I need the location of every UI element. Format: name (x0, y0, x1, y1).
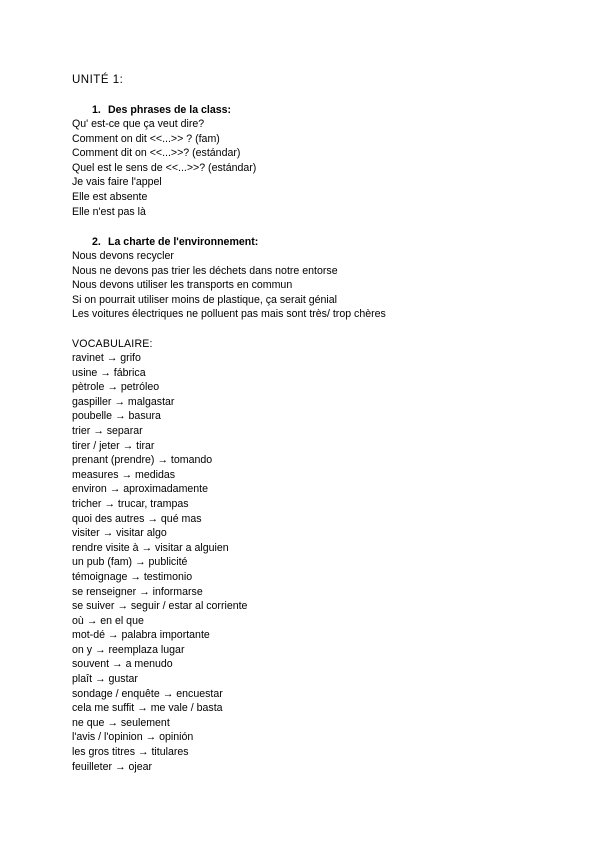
vocab-entry: poubelle → basura (72, 410, 161, 423)
section2-heading (92, 235, 258, 249)
list-item: Si on pourrait utiliser moins de plastique, ça serait génial (72, 293, 337, 306)
vocab-entry: se renseigner → informarse (72, 585, 203, 598)
vocabulary-list (72, 351, 247, 774)
list-item: Elle n'est pas là (72, 205, 146, 218)
vocab-entry: gaspiller → malgastar (72, 395, 175, 408)
vocab-entry: prenant (prendre) → tomando (72, 454, 213, 467)
vocab-entry: feuilleter → ojear (72, 760, 153, 773)
section2-lines (72, 249, 386, 322)
vocab-entry: quoi des autres → qué mas (72, 512, 202, 525)
unit-title: UNITÉ 1: (72, 74, 124, 86)
list-item: Nous ne devons pas trier les déchets dans notre entorse (72, 264, 338, 277)
vocab-entry: un pub (fam) → publicité (72, 556, 188, 569)
vocab-entry: trier → separar (72, 424, 143, 437)
vocab-entry: plaît → gustar (72, 673, 138, 686)
vocab-entry: tricher → trucar, trampas (72, 497, 189, 510)
vocab-entry: l'avis / l'opinion → opinión (72, 731, 194, 744)
vocab-entry: souvent → a menudo (72, 658, 173, 671)
list-item: Nous devons recycler (72, 250, 174, 262)
vocab-entry: ne que → seulement (72, 716, 170, 729)
vocab-entry: sondage / enquête → encuestar (72, 687, 223, 700)
list-item: Elle est absente (72, 190, 148, 203)
vocabulary-title: VOCABULAIRE: (72, 338, 153, 350)
vocab-entry: cela me suffit → me vale / basta (72, 702, 223, 715)
vocab-entry: tirer / jeter → tirar (72, 439, 155, 452)
section1-lines (72, 117, 256, 219)
vocab-entry: mot-dé → palabra importante (72, 629, 210, 642)
list-item: Je vais faire l'appel (72, 176, 162, 189)
vocab-entry: environ → aproximadamente (72, 483, 209, 496)
vocab-entry: measures → medidas (72, 468, 176, 481)
vocab-entry: pètrole → petróleo (72, 381, 160, 394)
vocab-entry: rendre visite à → visitar a alguien (72, 541, 229, 554)
vocab-entry: les gros titres → titulares (72, 746, 189, 759)
section2-title: La charte de l'environnement: (108, 236, 259, 248)
list-item: Nous devons utiliser les transports en commun (72, 279, 293, 292)
vocab-entry: visiter → visitar algo (72, 527, 167, 540)
vocab-entry: où → en el que (72, 614, 144, 627)
section2-number: 2. (92, 236, 101, 248)
section1-heading (92, 103, 231, 117)
list-item: Qu' est-ce que ça veut dire? (72, 118, 205, 130)
vocab-entry: se suiver → seguir / estar al corriente (72, 600, 248, 613)
section1-number: 1. (92, 104, 101, 116)
list-item: Quel est le sens de <<...>>? (estándar) (72, 161, 257, 174)
vocab-entry: on y → reemplaza lugar (72, 643, 185, 656)
vocab-entry: ravinet → grifo (72, 352, 141, 364)
list-item: Comment on dit <<...>> ? (fam) (72, 132, 220, 145)
section1-title: Des phrases de la class: (108, 104, 232, 116)
vocab-entry: usine → fábrica (72, 366, 146, 379)
vocab-entry: témoignage → testimonio (72, 570, 193, 583)
list-item: Les voitures électriques ne polluent pas mais sont très/ trop chères (72, 308, 386, 321)
list-item: Comment dit on <<...>>? (estándar) (72, 147, 241, 160)
